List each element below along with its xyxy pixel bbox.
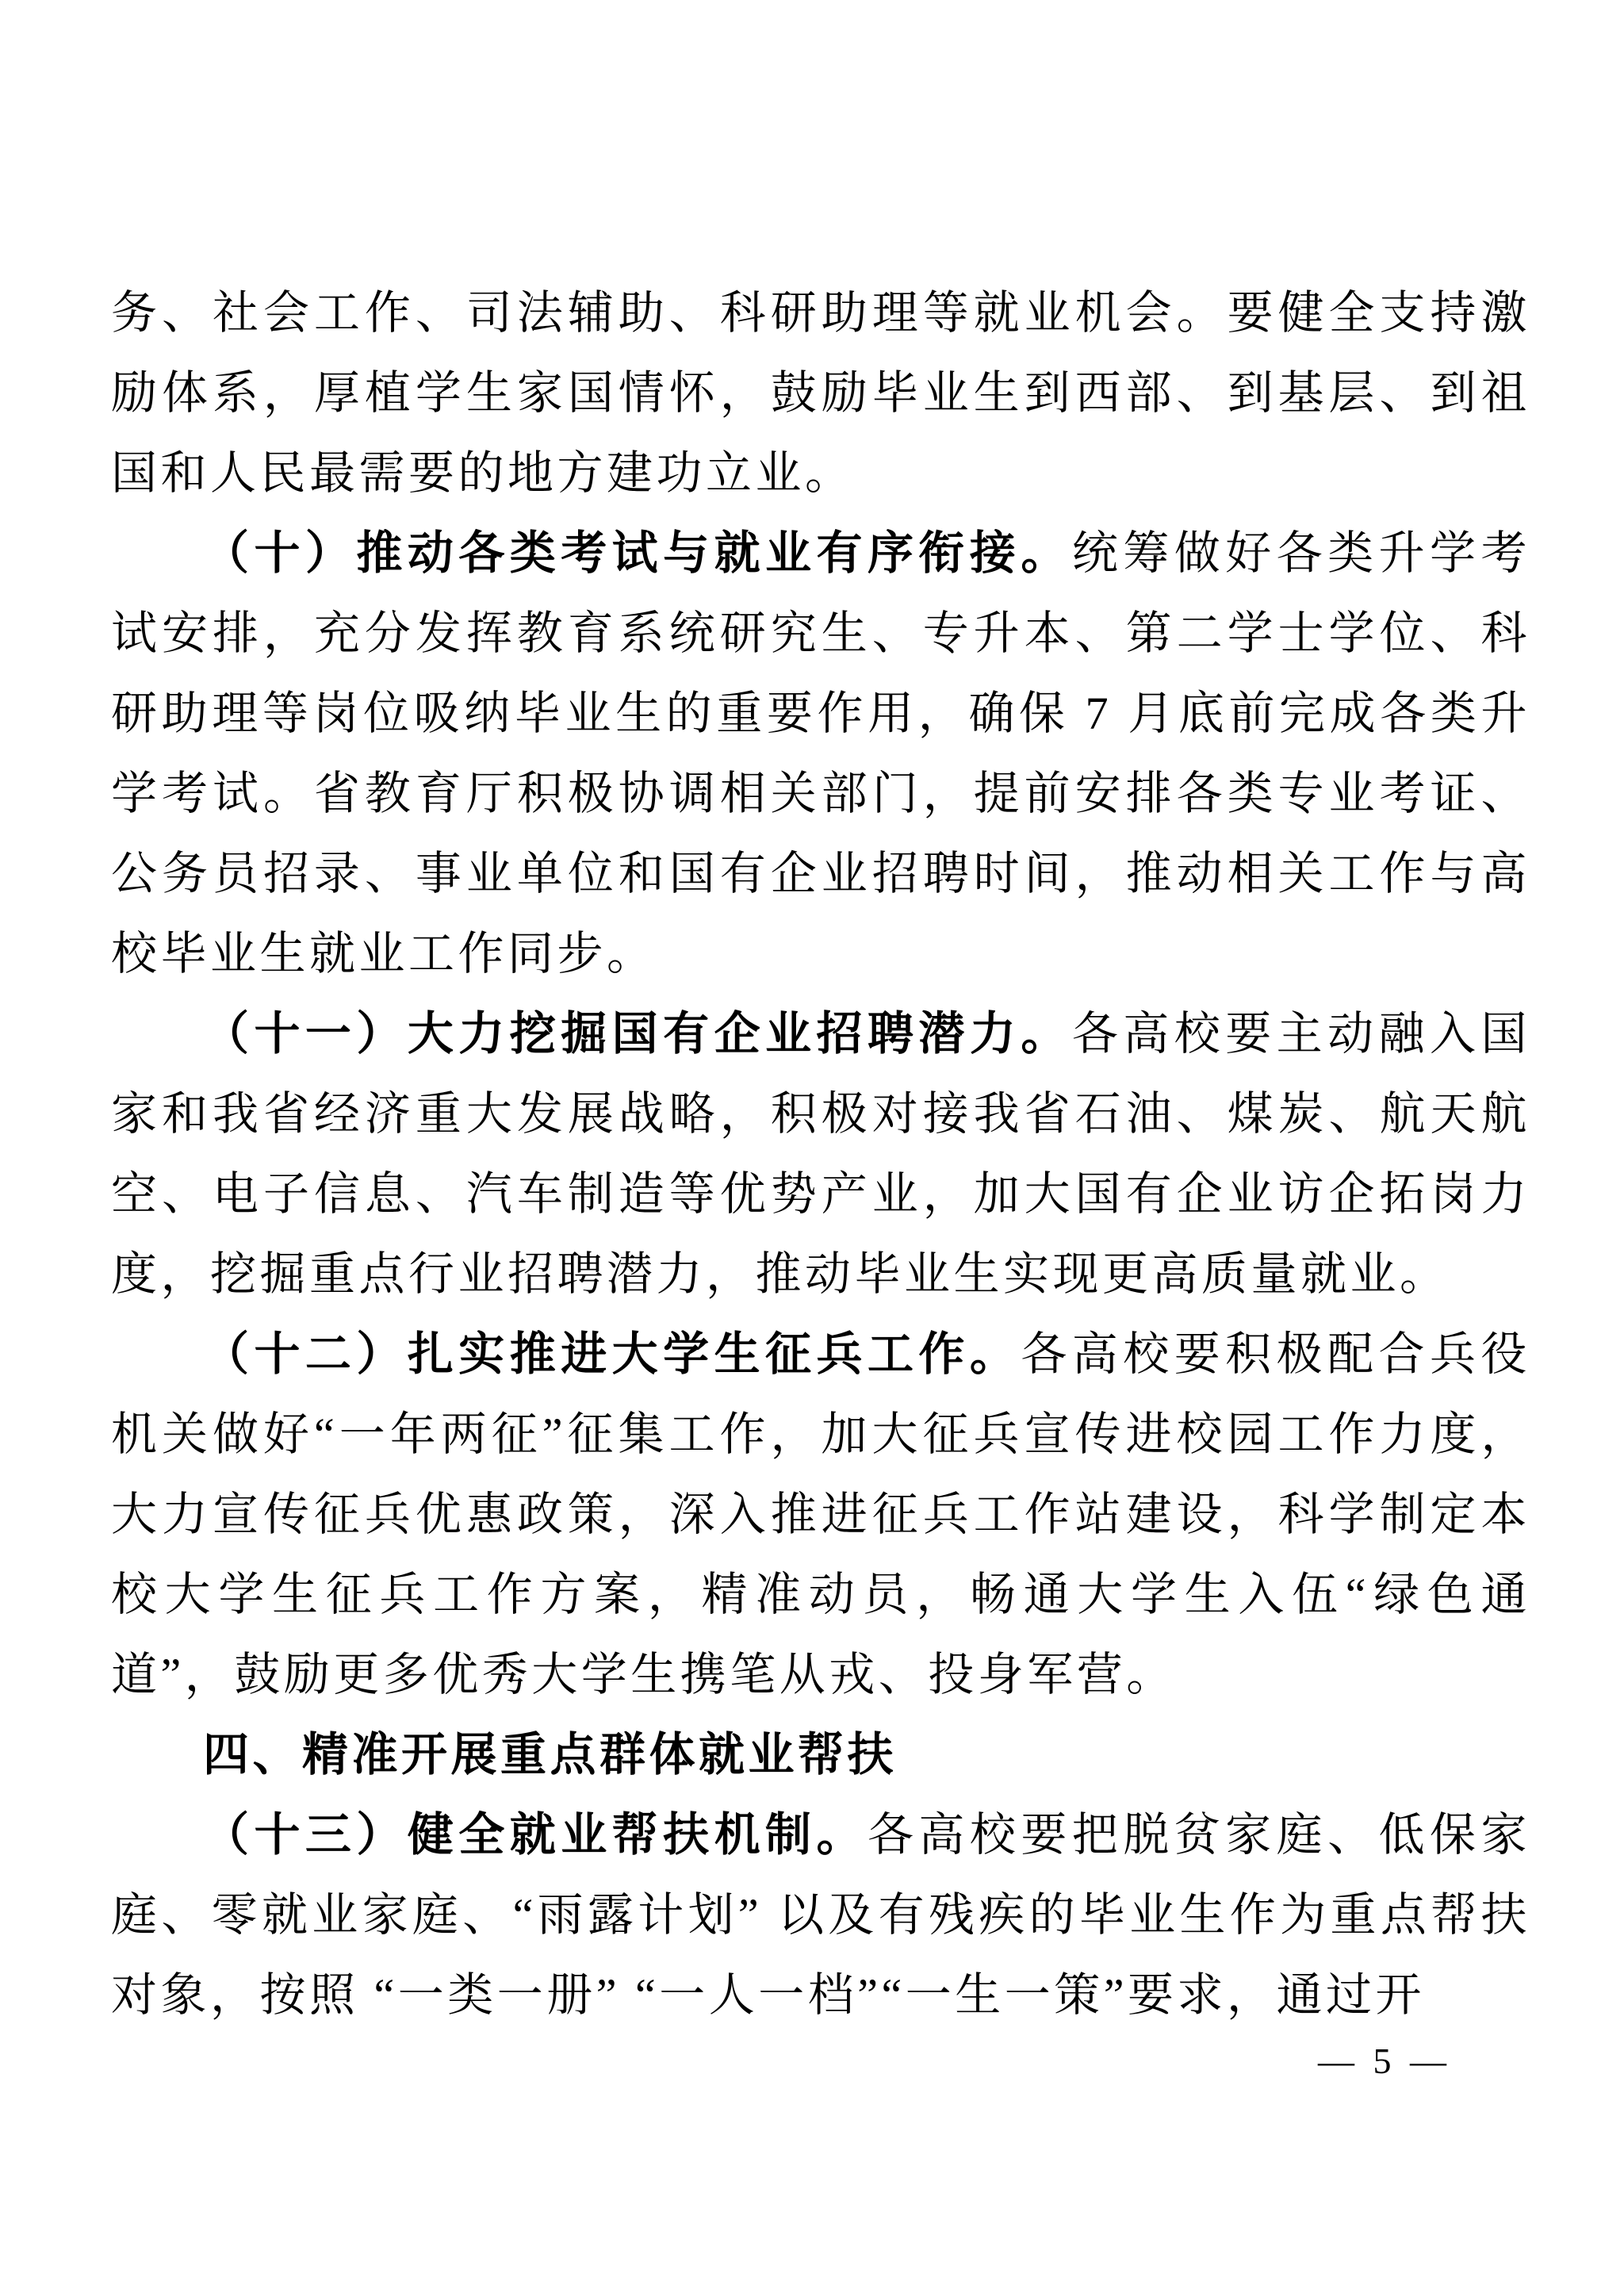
section-heading-text: 四、精准开展重点群体就业帮扶 [203, 1729, 898, 1780]
paragraph-item-10 [111, 513, 1530, 994]
paragraph-lead-bold: （十一）大力挖掘国有企业招聘潜力。 [203, 1008, 1072, 1060]
document-body [111, 273, 1530, 2035]
paragraph-text: 统筹做好各类升学考试安排，充分发挥教育系统研究生、专升本、第二学士学位、科研助理等岗位吸纳毕业生的重要作用，确保 7 月底前完成各类升学考试。省教育厅积极协调相关部门，提前安排各类专业考证、公务员招录、事业单位和国有企业招聘时间，推动相关工作与高校毕业生就业工作同步。 [111, 527, 1530, 979]
paragraph-lead-bold: （十三）健全就业帮扶机制。 [203, 1809, 868, 1861]
paragraph-item-12 [111, 1314, 1530, 1715]
paragraph-text: 各高校要主动融入国家和我省经济重大发展战略，积极对接我省石油、煤炭、航天航空、电子信息、汽车制造等优势产业，加大国有企业访企拓岗力度，挖掘重点行业招聘潜力，推动毕业生实现更高质量就业。 [111, 1008, 1530, 1300]
section-heading [111, 1715, 1530, 1795]
paragraph-text: 务、社会工作、司法辅助、科研助理等就业机会。要健全支持激励体系，厚植学生家国情怀，鼓励毕业生到西部、到基层、到祖国和人民最需要的地方建功立业。 [111, 287, 1530, 499]
paragraph-lead-bold: （十）推动各类考试与就业有序衔接。 [203, 527, 1072, 579]
paragraph-item-11 [111, 994, 1530, 1314]
paragraph-item-13 [111, 1795, 1530, 2035]
paragraph-text: 各高校要把脱贫家庭、低保家庭、零就业家庭、“雨露计划” 以及有残疾的毕业生作为重点帮扶对象，按照 “一类一册” “一人一档”“一生一策”要求，通过开 [111, 1809, 1530, 2021]
paragraph-text: 各高校要积极配合兵役机关做好“一年两征”征集工作，加大征兵宣传进校园工作力度，大力宣传征兵优惠政策，深入推进征兵工作站建设，科学制定本校大学生征兵工作方案，精准动员，畅通大学生入伍“绿色通道”，鼓励更多优秀大学生携笔从戎、投身军营。 [111, 1328, 1530, 1700]
paragraph-lead-bold: （十二）扎实推进大学生征兵工作。 [203, 1328, 1021, 1380]
paragraph-continuation [111, 273, 1530, 513]
page-number: — 5 — [1318, 2041, 1451, 2081]
